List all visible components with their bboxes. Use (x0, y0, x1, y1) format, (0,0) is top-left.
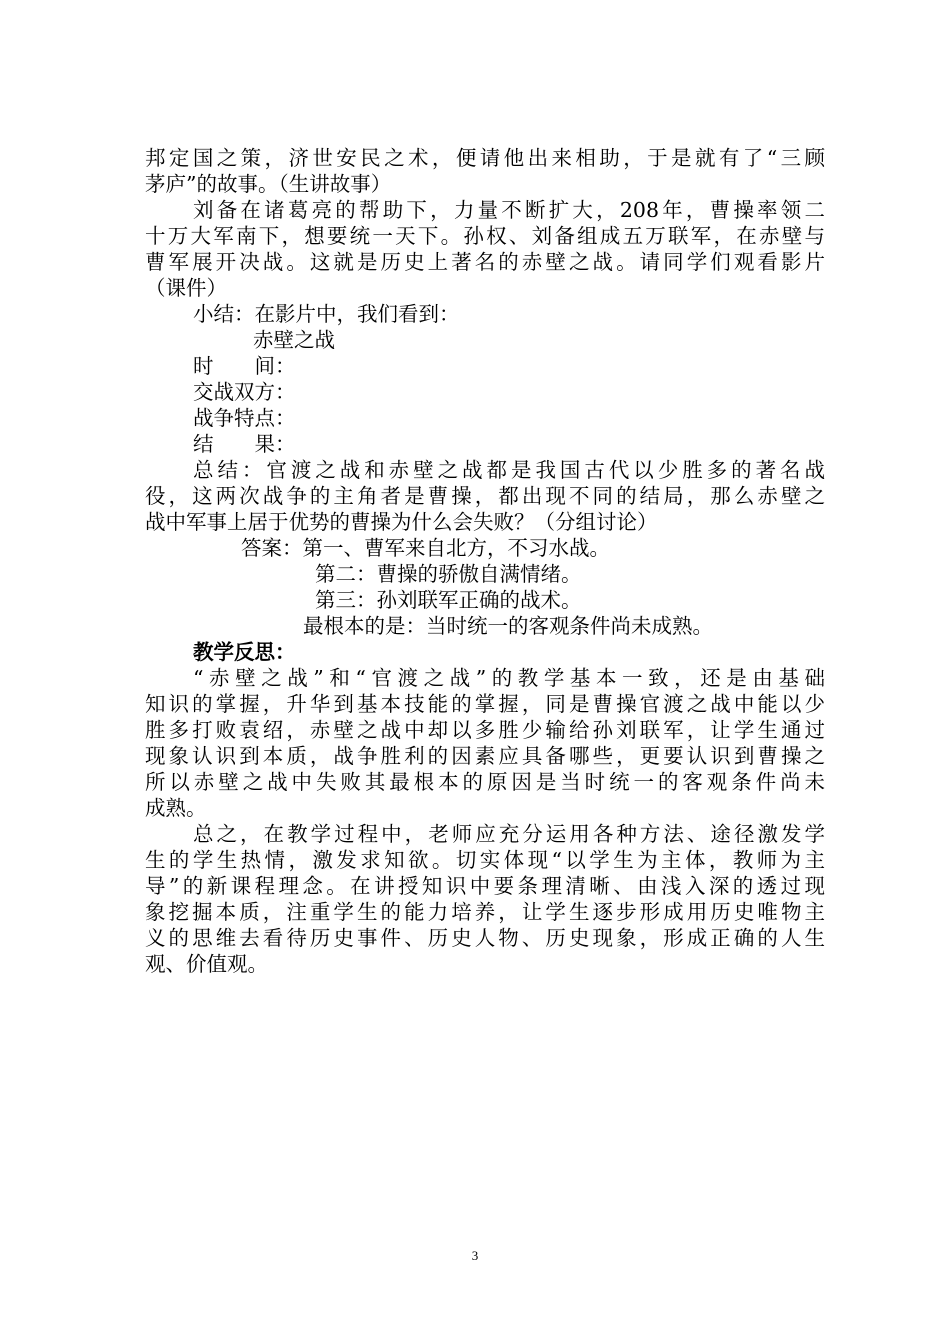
text-line: 茅庐”的故事。（生讲故事） (145, 172, 392, 196)
field-features: 战争特点： (193, 406, 296, 430)
text-line: 成熟。 (145, 796, 207, 820)
paragraph-first-line: “赤壁之战”和“官渡之战”的教学基本一致，还是由基础 (193, 666, 825, 690)
section-heading: 教学反思： (193, 640, 296, 664)
answer-line: 第三：孙刘联军正确的战术。 (315, 588, 582, 612)
paragraph-first-line: 总结：官渡之战和赤壁之战都是我国古代以少胜多的著名战 (193, 458, 825, 482)
text-line: 十万大军南下，想要统一天下。孙权、刘备组成五万联军，在赤壁与 (145, 224, 825, 248)
text-line: 战中军事上居于优势的曹操为什么会失败？（分组讨论） (145, 510, 658, 534)
text-line: 现象认识到本质，战争胜利的因素应具备哪些，更要认识到曹操之 (145, 744, 825, 768)
paragraph-first-line: 刘备在诸葛亮的帮助下，力量不断扩大，208年，曹操率领二 (193, 198, 825, 222)
field-sides: 交战双方： (193, 380, 296, 404)
page-number: 3 (471, 1248, 479, 1263)
field-time: 时 间： (193, 354, 296, 378)
answer-line: 答案：第一、曹军来自北方，不习水战。 (241, 536, 610, 560)
text-line: 曹军展开决战。这就是历史上著名的赤壁之战。请同学们观看影片 (145, 250, 825, 274)
text-line: 胜多打败袁绍，赤壁之战中却以多胜少输给孙刘联军，让学生通过 (145, 718, 825, 742)
text-line: 生的学生热情，激发求知欲。切实体现“以学生为主体，教师为主 (145, 848, 825, 872)
text-line: 知识的掌握，升华到基本技能的掌握，同是曹操官渡之战中能以少 (145, 692, 825, 716)
text-line: 役，这两次战争的主角者是曹操，都出现不同的结局，那么赤壁之 (145, 484, 825, 508)
text-line: 邦定国之策，济世安民之术，便请他出来相助，于是就有了“三顾 (145, 146, 825, 170)
text-line: 所以赤壁之战中失败其最根本的原因是当时统一的客观条件尚未 (145, 770, 825, 794)
text-line: 导”的新课程理念。在讲授知识中要条理清晰、由浅入深的透过现 (145, 874, 825, 898)
text-line: 观、价值观。 (145, 952, 268, 976)
summary-label: 小结：在影片中，我们看到： (193, 302, 460, 326)
answer-line: 第二：曹操的骄傲自满情绪。 (315, 562, 582, 586)
text-line: 义的思维去看待历史事件、历史人物、历史现象，形成正确的人生 (145, 926, 825, 950)
text-line: （课件） (145, 276, 227, 300)
text-line: 象挖掘本质，注重学生的能力培养，让学生逐步形成用历史唯物主 (145, 900, 825, 924)
field-result: 结 果： (193, 432, 296, 456)
battle-heading: 赤壁之战 (253, 328, 335, 352)
answer-conclusion: 最根本的是：当时统一的客观条件尚未成熟。 (303, 614, 713, 638)
paragraph-first-line: 总之，在教学过程中，老师应充分运用各种方法、途径激发学 (193, 822, 825, 846)
